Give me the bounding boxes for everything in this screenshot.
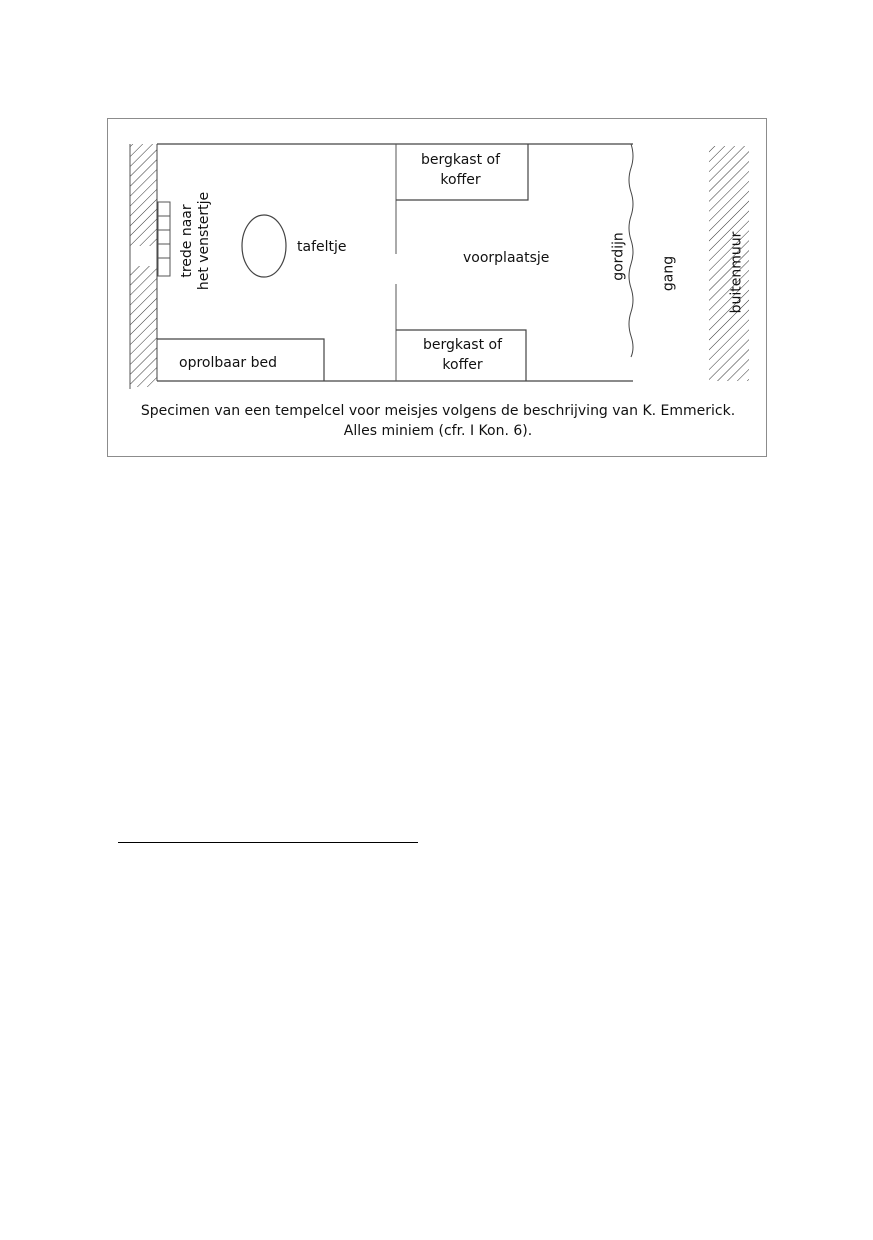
caption-line2: Alles miniem (cfr. I Kon. 6). [343,423,533,439]
label-vestibule: voorplaatsje [463,250,550,266]
step-3 [158,230,170,244]
left-wall-upper [130,144,157,246]
table-shape [242,215,286,277]
step-1 [158,202,170,216]
figure-caption [108,401,768,441]
label-curtain: gordijn [610,232,627,281]
label-outer-wall: buitenmuur [728,231,745,314]
left-wall-lower [130,266,157,387]
label-cupboard-top-line2: koffer [440,172,481,188]
label-step-line2: het venstertje [196,191,212,291]
footnote-separator [118,842,418,843]
step-2 [158,216,170,230]
label-cupboard-bottom [410,335,515,375]
label-table: tafeltje [297,239,347,255]
label-cupboard-top-line1: bergkast of [420,152,501,168]
step-5 [158,258,170,276]
caption-line1: Specimen van een tempelcel voor meisjes volgens de beschrijving van K. Emmerick. [140,403,736,419]
step-4 [158,244,170,258]
label-corridor: gang [660,255,677,292]
label-step-line1: trede naar [179,204,195,278]
label-step-to-window [179,191,213,291]
label-cupboard-bottom-line2: koffer [442,357,483,373]
label-roll-up-bed: oprolbaar bed [179,355,277,371]
floor-plan-figure [107,118,767,457]
label-cupboard-bottom-line1: bergkast of [422,337,503,353]
curtain-line [629,144,633,357]
label-cupboard-top [408,150,513,190]
